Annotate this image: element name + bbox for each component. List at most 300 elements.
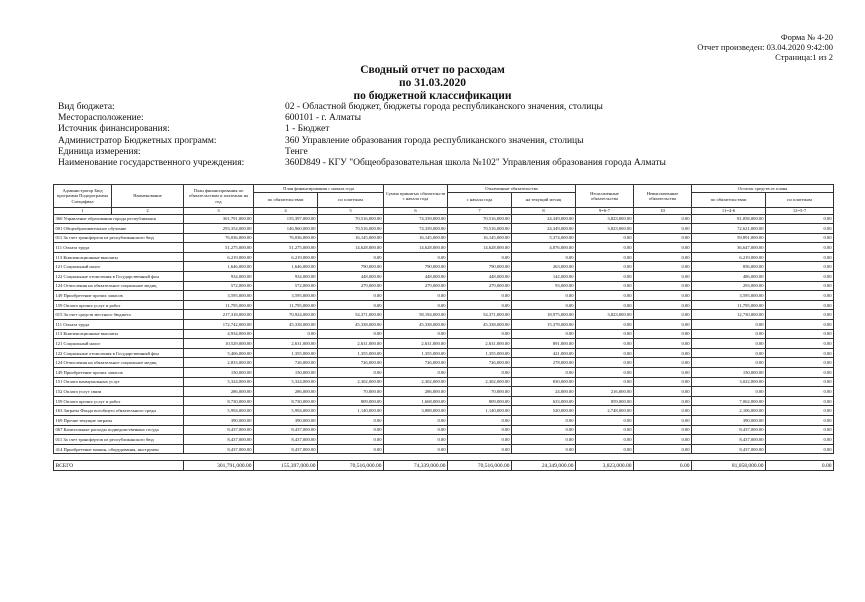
cell-c6: 0.00 (384, 435, 448, 445)
table-row (54, 291, 834, 301)
cell-c11: 59,891,000.00 (692, 233, 766, 243)
cell-c9: 0.00 (576, 358, 634, 368)
cell-c12: 0.00 (766, 300, 834, 310)
cell-c10: 0.00 (634, 425, 692, 435)
cell-c12: 0.00 (766, 262, 834, 272)
row-name: 011 За счет трансфертов из республиканского бюд (54, 233, 184, 243)
cell-c11: 0.00 (692, 329, 766, 339)
row-name: 149 Приобретение прочих запасов (54, 291, 184, 301)
cell-c7: 54,371,000.00 (448, 310, 512, 320)
cell-c8: 24,349,000.00 (512, 461, 576, 471)
cell-c7: 1,355,000.00 (448, 348, 512, 358)
cell-c10: 0.00 (634, 444, 692, 454)
column-number: 11=4-6 (692, 208, 766, 215)
cell-c5: 726,000.00 (318, 358, 384, 368)
cell-c3: 1,646,000.00 (184, 262, 254, 272)
cell-c7: 70,516,000.00 (448, 224, 512, 234)
table-row (54, 377, 834, 387)
cell-c12: 0.00 (766, 291, 834, 301)
cell-c11: 8,437,000.00 (692, 425, 766, 435)
column-number: 7 (448, 208, 512, 215)
cell-c4: 8,437,000.00 (254, 435, 318, 445)
cell-c11: 6,219,000.00 (692, 252, 766, 262)
row-name: 121 Социальный налог (54, 262, 184, 272)
cell-c11: 0.00 (692, 358, 766, 368)
cell-c10: 0.00 (634, 281, 692, 291)
cell-c3: 6,219,000.00 (184, 252, 254, 262)
cell-c11: 12,730,000.00 (692, 310, 766, 320)
cell-c5: 70,000.00 (318, 387, 384, 397)
column-number: 12=5-7 (766, 208, 834, 215)
row-name: 151 Оплата коммунальных услуг (54, 377, 184, 387)
cell-c6: 74,339,000.00 (384, 461, 448, 471)
column-number: 8 (512, 208, 576, 215)
cell-c3: 5,994,000.00 (184, 406, 254, 416)
cell-c6: 790,000.00 (384, 262, 448, 272)
table-row (54, 406, 834, 416)
cell-c9: 0.00 (576, 368, 634, 378)
cell-c8: 4,876,000.00 (512, 243, 576, 253)
cell-c9: 3,823,000.00 (576, 461, 634, 471)
cell-c3: 293,354,000.00 (184, 224, 254, 234)
cell-c4: 286,000.00 (254, 387, 318, 397)
cell-c7: 726,000.00 (448, 358, 512, 368)
cell-c3: 10,529,000.00 (184, 339, 254, 349)
cell-c9: 0.00 (576, 348, 634, 358)
header-plan-obligations: по обязательствам (254, 193, 318, 208)
row-name: 067 Капитальные расходы подведомственных госуда (54, 425, 184, 435)
meta-label: Источник финансирования: (58, 124, 170, 135)
cell-c7: 14,628,000.00 (448, 243, 512, 253)
cell-c8: 633,000.00 (512, 396, 576, 406)
report-generated-date: Отчет произведен: 03.04.2020 9:42:00 (697, 42, 833, 52)
cell-c9: 3,823,000.00 (576, 224, 634, 234)
cell-c6: 0.00 (384, 252, 448, 262)
cell-c8: 830,000.00 (512, 377, 576, 387)
cell-c12: 0.00 (766, 377, 834, 387)
cell-c11: 486,000.00 (692, 272, 766, 282)
cell-c4: 390,000.00 (254, 415, 318, 425)
cell-c3: 2,833,000.00 (184, 358, 254, 368)
cell-c10: 0.00 (634, 461, 692, 471)
cell-c5: 0.00 (318, 444, 384, 454)
cell-c11: 2,106,000.00 (692, 406, 766, 416)
cell-c10: 0.00 (634, 214, 692, 224)
cell-c12: 0.00 (766, 233, 834, 243)
cell-c7: 45,338,000.00 (448, 320, 512, 330)
cell-c8: 0.00 (512, 444, 576, 454)
header-plan-payments: по платежам (318, 193, 384, 208)
row-name: ВСЕГО (54, 461, 184, 471)
row-name: 015 За счет средств местного бюджета (54, 310, 184, 320)
cell-c8: 0.00 (512, 252, 576, 262)
cell-c6: 58,194,000.00 (384, 310, 448, 320)
cell-c11: 0.00 (692, 387, 766, 397)
cell-c8: 24,349,000.00 (512, 224, 576, 234)
column-number: 5 (318, 208, 384, 215)
cell-c5: 0.00 (318, 415, 384, 425)
expense-table-wrapper (53, 184, 833, 471)
cell-c11: 0.00 (692, 320, 766, 330)
cell-c8: 0.00 (512, 415, 576, 425)
cell-c7: 70,000.00 (448, 387, 512, 397)
table-row (54, 368, 834, 378)
row-name: 159 Оплата прочих услуг и работ (54, 396, 184, 406)
cell-c12: 0.00 (766, 387, 834, 397)
row-name: 122 Социальные отчисления в Государственный фон (54, 272, 184, 282)
cell-c9: 0.00 (576, 444, 634, 454)
table-row (54, 214, 834, 224)
cell-c4: 155,397,000.00 (254, 214, 318, 224)
cell-c4: 8,437,000.00 (254, 425, 318, 435)
cell-c12: 0.00 (766, 272, 834, 282)
cell-c4: 1,646,000.00 (254, 262, 318, 272)
cell-c10: 0.00 (634, 406, 692, 416)
page-counter: Страница:1 из 2 (775, 52, 833, 62)
cell-c5: 70,516,000.00 (318, 224, 384, 234)
cell-c6: 448,000.00 (384, 272, 448, 282)
report-period: по 31.03.2020 (398, 77, 466, 89)
meta-value: 360D849 - КГУ "Общеобразовательная школа №102" Управления образования города Алматы (285, 157, 666, 168)
header-name: Наименование (112, 185, 184, 208)
cell-c7: 0.00 (448, 291, 512, 301)
cell-c10: 0.00 (634, 415, 692, 425)
row-name: 122 Социальные отчисления в Государственный фон (54, 348, 184, 358)
cell-c3: 172,742,000.00 (184, 320, 254, 330)
cell-c12: 0.00 (766, 461, 834, 471)
cell-c12: 0.00 (766, 224, 834, 234)
table-row (54, 233, 834, 243)
cell-c4: 726,000.00 (254, 358, 318, 368)
cell-c7: 0.00 (448, 368, 512, 378)
row-name: 111 Оплата труда (54, 243, 184, 253)
cell-c6: 14,628,000.00 (384, 243, 448, 253)
cell-c4: 51,275,000.00 (254, 243, 318, 253)
cell-c11: 8,437,000.00 (692, 435, 766, 445)
cell-c5: 2,631,000.00 (318, 339, 384, 349)
cell-c7: 0.00 (448, 252, 512, 262)
table-row (54, 339, 834, 349)
cell-c8: 0.00 (512, 425, 576, 435)
cell-c10: 0.00 (634, 252, 692, 262)
meta-value: 02 - Областной бюджет, бюджеты города республиканского значения, столицы (285, 102, 603, 112)
column-number: 2 (112, 208, 184, 215)
cell-c12: 0.00 (766, 444, 834, 454)
cell-c5: 16,145,000.00 (318, 233, 384, 243)
meta-value: 1 - Бюджет (285, 124, 330, 135)
cell-c10: 0.00 (634, 387, 692, 397)
expense-table (53, 184, 834, 471)
cell-c9: 0.00 (576, 425, 634, 435)
cell-c6: 0.00 (384, 425, 448, 435)
row-name: 159 Оплата прочих услуг и работ (54, 300, 184, 310)
cell-c3: 286,000.00 (184, 387, 254, 397)
cell-c8: 278,000.00 (512, 358, 576, 368)
cell-c5: 14,628,000.00 (318, 243, 384, 253)
table-row (54, 396, 834, 406)
table-header-row (54, 185, 834, 193)
table-row (54, 243, 834, 253)
cell-c10: 0.00 (634, 435, 692, 445)
cell-c5: 0.00 (318, 300, 384, 310)
cell-c10: 0.00 (634, 368, 692, 378)
cell-c3: 8,437,000.00 (184, 435, 254, 445)
table-row (54, 320, 834, 330)
header-unfulfilled: Невыплаченные обязательства (634, 185, 692, 208)
cell-c9: 0.00 (576, 233, 634, 243)
report-classification: по бюджетной классификации (353, 90, 512, 102)
cell-c8: 0.00 (512, 435, 576, 445)
row-name: 414 Приобретение машин, оборудования, инструмен (54, 444, 184, 454)
cell-c8: 0.00 (512, 291, 576, 301)
cell-c5: 70,516,000.00 (318, 214, 384, 224)
cell-c4: 76,036,000.00 (254, 233, 318, 243)
header-paid-group: Оплаченные обязательства (448, 185, 576, 193)
column-number: 4 (254, 208, 318, 215)
cell-c3: 5,324,000.00 (184, 377, 254, 387)
cell-c3: 390,000.00 (184, 415, 254, 425)
column-number: 3 (184, 208, 254, 215)
table-row (54, 415, 834, 425)
cell-c5: 809,000.00 (318, 396, 384, 406)
cell-c6: 0.00 (384, 329, 448, 339)
cell-c5: 0.00 (318, 435, 384, 445)
cell-c10: 0.00 (634, 320, 692, 330)
cell-c10: 0.00 (634, 262, 692, 272)
cell-c6: 0.00 (384, 444, 448, 454)
cell-c11: 81,058,000.00 (692, 214, 766, 224)
row-name: 360 Управление образования города республиканск (54, 214, 184, 224)
cell-c10: 0.00 (634, 233, 692, 243)
cell-c4: 0.00 (254, 329, 318, 339)
cell-c3: 76,036,000.00 (184, 233, 254, 243)
cell-c6: 0.00 (384, 415, 448, 425)
cell-c11: 36,647,000.00 (692, 243, 766, 253)
table-row (54, 358, 834, 368)
table-body (54, 214, 834, 471)
cell-c4: 5,994,000.00 (254, 406, 318, 416)
cell-c10: 0.00 (634, 243, 692, 253)
cell-c11: 0.00 (692, 339, 766, 349)
row-name: 111 Оплата труда (54, 320, 184, 330)
cell-c6: 0.00 (384, 300, 448, 310)
cell-c10: 0.00 (634, 396, 692, 406)
cell-c6: 2,631,000.00 (384, 339, 448, 349)
total-row (54, 461, 834, 471)
cell-c5: 1,355,000.00 (318, 348, 384, 358)
cell-c7: 0.00 (448, 444, 512, 454)
cell-c7: 790,000.00 (448, 262, 512, 272)
cell-c10: 0.00 (634, 377, 692, 387)
cell-c6: 1,355,000.00 (384, 348, 448, 358)
row-name: 124 Отчисления на обязательное социальное медиц (54, 358, 184, 368)
cell-c5: 790,000.00 (318, 262, 384, 272)
cell-c5: 45,338,000.00 (318, 320, 384, 330)
cell-c8: 5,374,000.00 (512, 233, 576, 243)
table-row (54, 252, 834, 262)
cell-c12: 0.00 (766, 329, 834, 339)
cell-c10: 0.00 (634, 272, 692, 282)
cell-c9: 0.00 (576, 272, 634, 282)
cell-c8: 421,000.00 (512, 348, 576, 358)
cell-c11: 8,437,000.00 (692, 444, 766, 454)
table-row (54, 224, 834, 234)
cell-c11: 150,000.00 (692, 368, 766, 378)
cell-c7: 279,000.00 (448, 281, 512, 291)
cell-c9: 0.00 (576, 281, 634, 291)
cell-c9: 3,823,000.00 (576, 214, 634, 224)
cell-c5: 1,140,000.00 (318, 406, 384, 416)
header-paid-month: на текущий месяц (512, 193, 576, 208)
cell-c5: 0.00 (318, 425, 384, 435)
cell-c12: 0.00 (766, 339, 834, 349)
table-row (54, 348, 834, 358)
cell-c11: 856,000.00 (692, 262, 766, 272)
cell-c3: 217,318,000.00 (184, 310, 254, 320)
cell-c3: 4,934,000.00 (184, 329, 254, 339)
cell-c3: 301,791,000.00 (184, 461, 254, 471)
meta-value: 360 Управление образования города республиканского значения, столицы (285, 135, 584, 146)
cell-c4: 5,324,000.00 (254, 377, 318, 387)
table-row (54, 281, 834, 291)
table-row (54, 272, 834, 282)
cell-c4: 8,730,000.00 (254, 396, 318, 406)
cell-c3: 150,000.00 (184, 368, 254, 378)
cell-c4: 2,631,000.00 (254, 339, 318, 349)
cell-c5: 0.00 (318, 291, 384, 301)
cell-c10: 0.00 (634, 310, 692, 320)
cell-c9: 0.00 (576, 243, 634, 253)
cell-c6: 1,668,000.00 (384, 396, 448, 406)
cell-c11: 81,058,000.00 (692, 461, 766, 471)
cell-c3: 572,000.00 (184, 281, 254, 291)
cell-c11: 7,062,000.00 (692, 396, 766, 406)
header-plan: План финансирования по обязательствам и платежам на год (184, 185, 254, 208)
cell-c8: 24,349,000.00 (512, 214, 576, 224)
cell-c9: 0.00 (576, 300, 634, 310)
cell-c7: 2,302,000.00 (448, 377, 512, 387)
cell-c9: 2,748,000.00 (576, 406, 634, 416)
cell-c10: 0.00 (634, 348, 692, 358)
table-row (54, 310, 834, 320)
cell-c7: 70,516,000.00 (448, 214, 512, 224)
cell-c3: 934,000.00 (184, 272, 254, 282)
cell-c12: 0.00 (766, 425, 834, 435)
meta-label: Вид бюджета: (58, 102, 115, 112)
cell-c12: 0.00 (766, 406, 834, 416)
cell-c9: 0.00 (576, 415, 634, 425)
table-row (54, 425, 834, 435)
cell-c6: 74,339,000.00 (384, 224, 448, 234)
cell-c9: 859,000.00 (576, 396, 634, 406)
cell-c3: 301,791,000.00 (184, 214, 254, 224)
cell-c4: 150,000.00 (254, 368, 318, 378)
cell-c10: 0.00 (634, 358, 692, 368)
table-row (54, 387, 834, 397)
cell-c4: 155,397,000.00 (254, 461, 318, 471)
cell-c12: 0.00 (766, 281, 834, 291)
cell-c5: 0.00 (318, 329, 384, 339)
cell-c8: 263,000.00 (512, 262, 576, 272)
cell-c10: 0.00 (634, 300, 692, 310)
cell-c4: 3,595,000.00 (254, 291, 318, 301)
cell-c6: 3,888,000.00 (384, 406, 448, 416)
cell-c8: 0.00 (512, 329, 576, 339)
cell-c9: 0.00 (576, 262, 634, 272)
header-balance-obligations: по обязательствам (692, 193, 766, 208)
cell-c3: 11,795,000.00 (184, 300, 254, 310)
cell-c6: 0.00 (384, 291, 448, 301)
cell-c12: 0.00 (766, 320, 834, 330)
header-plan-group: План финансирования с начала года (254, 185, 384, 193)
cell-c8: 18,975,000.00 (512, 310, 576, 320)
column-number: 9=6-7 (576, 208, 634, 215)
cell-c3: 8,437,000.00 (184, 425, 254, 435)
cell-c10: 0.00 (634, 329, 692, 339)
header-admin: Администратор Бюд программа Подпрограмма Специфика (54, 185, 112, 208)
form-number: Форма № 4-20 (780, 32, 833, 42)
spacer-cell (54, 454, 834, 461)
spacer-row (54, 454, 834, 461)
cell-c8: 0.00 (512, 368, 576, 378)
table-row (54, 262, 834, 272)
cell-c5: 70,516,000.00 (318, 461, 384, 471)
cell-c9: 3,823,000.00 (576, 310, 634, 320)
cell-c5: 54,371,000.00 (318, 310, 384, 320)
cell-c12: 0.00 (766, 415, 834, 425)
cell-c7: 0.00 (448, 300, 512, 310)
cell-c5: 448,000.00 (318, 272, 384, 282)
cell-c5: 279,000.00 (318, 281, 384, 291)
cell-c12: 0.00 (766, 243, 834, 253)
cell-c12: 0.00 (766, 358, 834, 368)
cell-c7: 0.00 (448, 435, 512, 445)
cell-c6: 726,000.00 (384, 358, 448, 368)
cell-c3: 8,730,000.00 (184, 396, 254, 406)
cell-c5: 0.00 (318, 368, 384, 378)
row-name: 011 За счет трансфертов из республиканского бюд (54, 435, 184, 445)
cell-c4: 572,000.00 (254, 281, 318, 291)
table-row (54, 444, 834, 454)
cell-c10: 0.00 (634, 291, 692, 301)
cell-c4: 934,000.00 (254, 272, 318, 282)
cell-c11: 3,022,000.00 (692, 377, 766, 387)
cell-c9: 216,000.00 (576, 387, 634, 397)
column-number: 10 (634, 208, 692, 215)
cell-c4: 146,960,000.00 (254, 224, 318, 234)
cell-c11: 390,000.00 (692, 415, 766, 425)
cell-c8: 15,378,000.00 (512, 320, 576, 330)
cell-c11: 293,000.00 (692, 281, 766, 291)
row-name: 149 Приобретение прочих запасов (54, 368, 184, 378)
cell-c6: 74,339,000.00 (384, 214, 448, 224)
cell-c9: 0.00 (576, 377, 634, 387)
cell-c7: 0.00 (448, 425, 512, 435)
meta-label: Единица измерения: (58, 146, 141, 157)
header-balance-group: Остаток средств от плана (692, 185, 834, 193)
meta-value: 600101 - г. Алматы (285, 113, 362, 124)
cell-c12: 0.00 (766, 435, 834, 445)
row-name: 113 Компенсационные выплаты (54, 252, 184, 262)
cell-c11: 3,595,000.00 (692, 291, 766, 301)
cell-c9: 0.00 (576, 320, 634, 330)
cell-c4: 11,795,000.00 (254, 300, 318, 310)
cell-c6: 45,338,000.00 (384, 320, 448, 330)
column-number: 1 (54, 208, 112, 215)
table-row (54, 300, 834, 310)
cell-c7: 0.00 (448, 415, 512, 425)
cell-c7: 70,516,000.00 (448, 461, 512, 471)
